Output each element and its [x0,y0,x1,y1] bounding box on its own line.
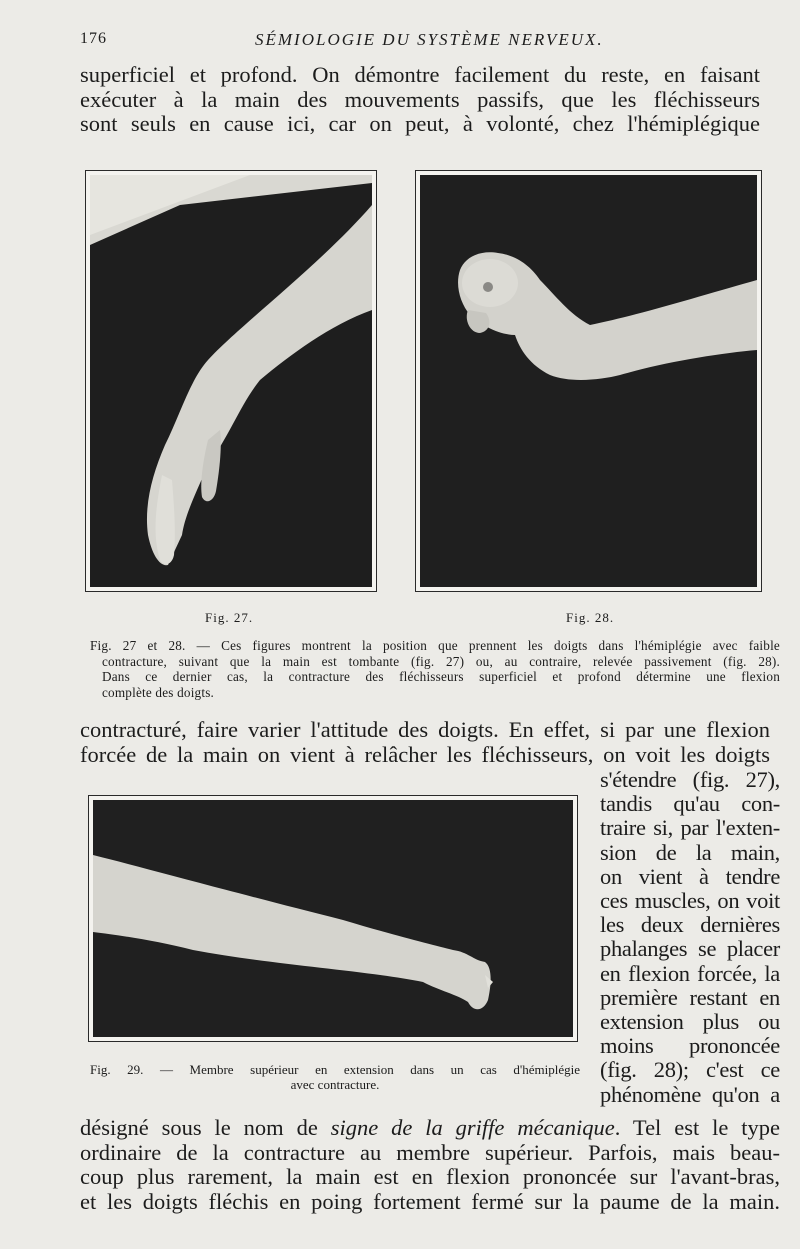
text-line: en flexion forcée, la [600,960,780,986]
extended-arm-illustration [93,800,573,1037]
caption-line: Fig. 29. — Membre supérieur en extension dans un cas d'hémiplégie [90,1062,580,1077]
text-line: phénomène qu'on a [600,1081,780,1107]
emphasis-term: signe de la griffe mécanique [330,1115,615,1140]
text-line [80,1116,780,1141]
side-column-text [600,768,780,1107]
text-line: les deux dernières [600,912,780,938]
caption-line: contracture, suivant que la main est tombante (fig. 27) ou, au contraire, relevée passivement (fig. 28). [102,653,780,669]
text-line: moins prononcée [600,1033,780,1059]
text-line: coup plus rarement, la main est en flexion prononcée sur l'avant-bras, [80,1164,780,1190]
mid-paragraph [80,718,770,767]
text-fragment: désigné sous le nom de [80,1115,331,1140]
figure-28-frame [415,170,762,592]
caption-line: Fig. 27 et 28. — Ces figures montrent la position que prennent les doigts dans l'hémiplégie avec faible [90,638,780,653]
figure-28-label: Fig. 28. [566,610,615,625]
text-line: exécuter à la main des mouvements passifs, que les fléchisseurs [80,86,760,112]
text-line: sont seuls en cause ici, car on peut, à volonté, chez l'hémiplégique [80,111,760,137]
text-line: tandis qu'au con- [600,791,780,817]
caption-line: avec contracture. [290,1077,380,1092]
drooping-hand-illustration [90,175,372,587]
text-line: et les doigts fléchis en poing fortement fermé sur la paume de la main. [80,1188,780,1214]
text-line: ordinaire de la contracture au membre supérieur. Parfois, mais beau- [80,1139,780,1165]
text-line: première restant en [600,984,780,1010]
raised-fist-illustration [420,175,757,587]
text-line: sion de la main, [600,839,780,865]
figure-28-photo [420,175,757,587]
text-fragment: . Tel est le type [614,1115,780,1140]
figure-27-frame [85,170,377,592]
figure-27-photo [90,175,372,587]
page-number: 176 [80,30,107,47]
caption-line: complète des doigts. [102,684,215,700]
text-line: s'étendre (fig. 27), [600,767,780,792]
running-head [0,30,800,54]
text-line: on vient à tendre [600,863,780,889]
text-line: superficiel et profond. On démontre facilement du reste, en faisant [80,62,760,87]
intro-paragraph [80,63,760,137]
figure-29-frame [88,795,578,1042]
figure-29-caption [90,1062,580,1092]
text-line: contracturé, faire varier l'attitude des doigts. En effet, si par une flexion [80,717,770,742]
text-line: (fig. 28); c'est ce [600,1057,780,1083]
figure-27-label: Fig. 27. [205,610,254,625]
text-line: extension plus ou [600,1009,780,1035]
text-line: ces muscles, on voit [600,888,780,914]
figure-29-photo [93,800,573,1037]
text-line: traire si, par l'exten- [600,815,780,841]
final-paragraph [80,1116,780,1214]
caption-line: Dans ce dernier cas, la contracture des fléchisseurs superficiel et profond détermine une flexion [102,669,780,685]
figures-27-28-caption [90,638,780,700]
text-line: phalanges se placer [600,936,780,962]
running-title: SÉMIOLOGIE DU SYSTÈME NERVEUX. [255,30,604,49]
text-line: forcée de la main on vient à relâcher les fléchisseurs, on voit les doigts [80,741,770,767]
